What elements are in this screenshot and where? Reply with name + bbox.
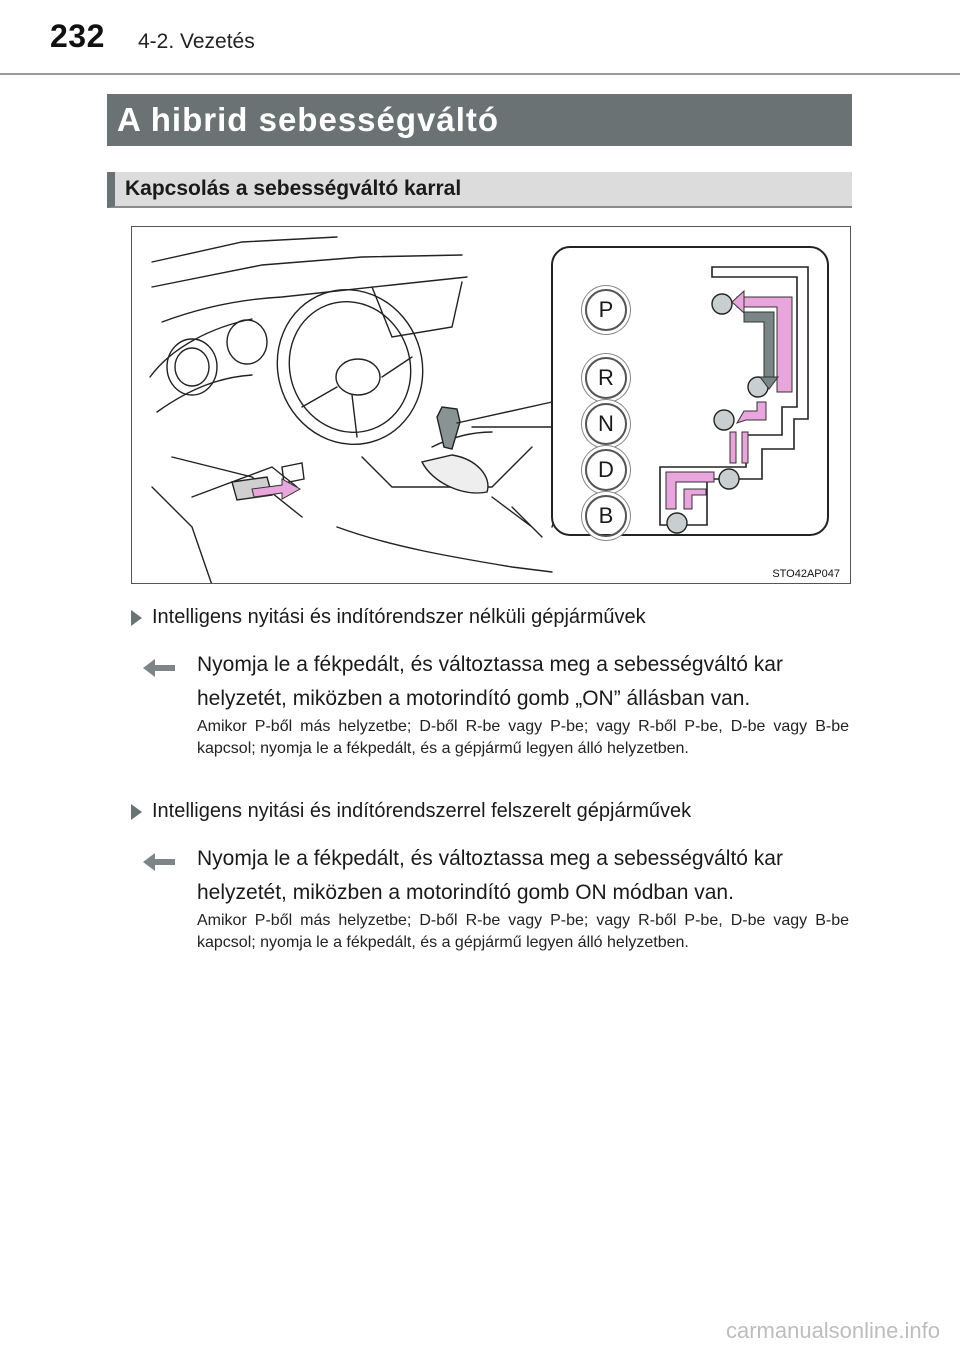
watermark: carmanualsonline.info (725, 1318, 940, 1343)
gate-d-dot (719, 469, 739, 489)
section-subtitle: Kapcsolás a sebességváltó karral (107, 172, 852, 208)
bullet-triangle-icon (131, 804, 142, 820)
note-2: Amikor P-ből más helyzetbe; D-ből R-be vagy P-be; vagy R-ből P-be, D-be vagy B-be kapcsol; nyomja le a fékpedált, és a gépjármű legyen álló helyzetben. (197, 912, 849, 951)
dashboard-illustration (132, 227, 851, 584)
gear-label-r: R (585, 357, 627, 399)
gear-label-n: N (585, 403, 627, 445)
section-heading-1-text: Intelligens nyitási és indítórendszer nélküli gépjárművek (152, 606, 646, 628)
note-1: Amikor P-ből más helyzetbe; D-ből R-be vagy P-be; vagy R-ből P-be, D-be vagy B-be kapcsol; nyomja le a fékpedált, és a gépjármű legyen álló helyzetben. (197, 718, 849, 757)
instruction-1 (197, 648, 857, 716)
bullet-triangle-icon (131, 610, 142, 626)
gear-label-b: B (585, 495, 627, 537)
instruction-2 (197, 842, 857, 910)
instruction-2-line1: Nyomja le a fékpedált, és változtassa meg a sebességváltó kar (197, 847, 783, 870)
gate-n-dot (714, 410, 734, 430)
instruction-1-line2: helyzetét, miközben a motorindító gomb „ON” állásban van. (197, 687, 751, 710)
gear-label-p: P (585, 289, 627, 331)
section-heading-2-text: Intelligens nyitási és indítórendszerrel felszerelt gépjárművek (152, 800, 692, 822)
gate-p-dot (712, 294, 732, 314)
left-arrow-icon (143, 852, 175, 872)
instruction-1-line1: Nyomja le a fékpedált, és változtassa meg a sebességváltó kar (197, 653, 783, 676)
left-arrow-icon (143, 658, 175, 678)
section-label: 4-2. Vezetés (138, 30, 255, 53)
gate-b-dot (667, 513, 687, 533)
page-title: A hibrid sebességváltó (107, 94, 852, 146)
page-number: 232 (50, 18, 105, 54)
figure-id: STO42AP047 (772, 568, 840, 580)
gear-label-d: D (585, 449, 627, 491)
shift-lever-figure (131, 226, 851, 584)
header-divider (0, 73, 960, 75)
instruction-2-line2: helyzetét, miközben a motorindító gomb ON módban van. (197, 881, 734, 904)
